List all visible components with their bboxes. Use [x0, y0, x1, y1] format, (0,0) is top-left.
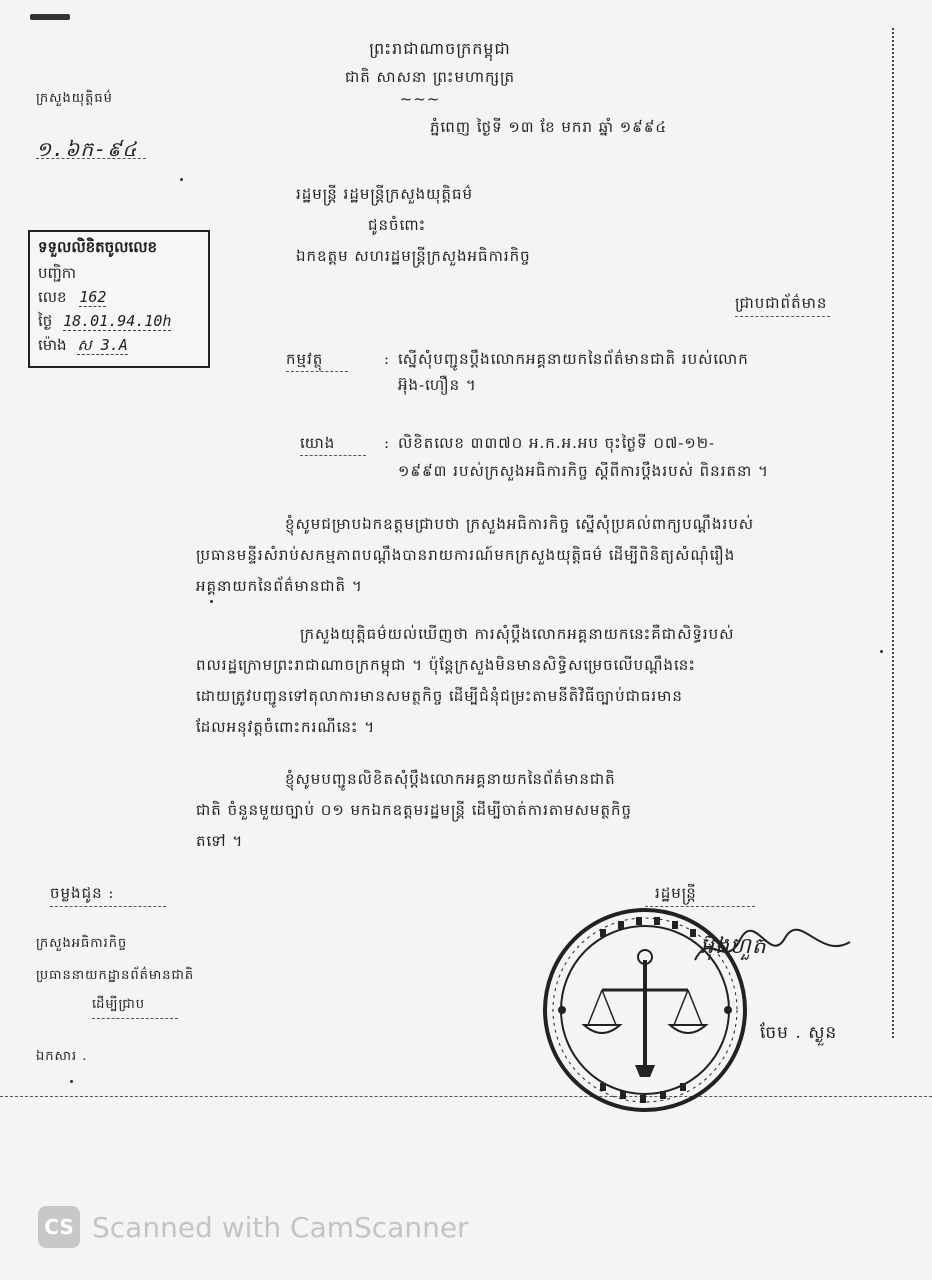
signature-title: រដ្ឋមន្ត្រី — [655, 884, 697, 902]
registry-date-value: 18.01.94.10h — [63, 312, 172, 330]
signature-strokes — [690, 920, 860, 980]
para2-line3: ដោយត្រូវបញ្ជូនទៅតុលាការមានសមត្ថកិច្ច ដើម្បីជំនុំជម្រះតាមនីតិវិធីច្បាប់ជាធរមាន — [196, 687, 683, 705]
registry-time-value: ស 3.A — [77, 336, 128, 354]
subject-text: ស្នើសុំបញ្ជូនប្តឹងលោកអគ្គនាយកនៃព័ត៌មានជាតិ របស់លោក — [398, 350, 749, 368]
reference-number: ១.៦ក-៩៤ — [36, 137, 138, 161]
para3-line3: តទៅ ។ — [196, 832, 244, 850]
para3-line2: ជាតិ ចំនួនមួយច្បាប់ ០១ មកឯកឧត្តមរដ្ឋមន្ត្រី ដើម្បីចាត់ការតាមសមត្ថកិច្ច — [196, 801, 633, 819]
registry-number-label: លេខ — [38, 288, 67, 306]
to-label: ជូនចំពោះ — [368, 216, 427, 234]
cc-line2: ប្រធាននាយកដ្ឋានព័ត៌មានជាតិ — [36, 968, 195, 983]
reference-underline — [300, 455, 366, 456]
para1-line3: អគ្គនាយកនៃព័ត៌មានជាតិ ។ — [196, 577, 363, 595]
registry-time-label: ម៉ោង — [38, 336, 67, 354]
registry-date-row — [38, 312, 171, 334]
bottom-scan-line — [0, 1096, 932, 1097]
reference-label: យោង — [300, 434, 336, 452]
registry-time-row — [38, 336, 128, 358]
reference-text: លិខិតលេខ ៣៣៧០ អ.ក.អ.អប ចុះថ្ងៃទី ០៧-១២- — [398, 434, 716, 452]
registry-number-row — [38, 288, 106, 310]
subject-label: កម្មវត្ថុ — [286, 350, 324, 368]
copy-underline — [735, 316, 830, 317]
registry-title: ទទួលលិខិតចូលលេខ — [38, 238, 158, 256]
registry-number-value: 162 — [79, 288, 107, 306]
camscanner-logo: CS — [38, 1206, 80, 1248]
subject-text-cont: អ៊ុង-ហឿន ។ — [398, 376, 477, 394]
para1-line1: ខ្ញុំសូមជម្រាបឯកឧត្តមជ្រាបថា ក្រសួងអធិការកិច្ច ស្នើសុំប្រគល់ពាក្យបណ្តឹងរបស់ — [285, 515, 755, 533]
cc-line3-underline — [92, 1018, 178, 1019]
cc-label: ចម្លងជូន : — [50, 884, 115, 902]
speck — [70, 1080, 73, 1083]
registry-date-label: ថ្ងៃ — [38, 312, 53, 330]
camscanner-text: Scanned with CamScanner — [92, 1210, 469, 1244]
speck — [210, 600, 213, 603]
motto: ជាតិ សាសនា ព្រះមហាក្សត្រ — [344, 68, 516, 86]
para2-line1: ក្រសួងយុត្តិធម៌យល់ឃើញថា ការសុំប្តឹងលោកអគ្គនាយកនេះគឺជាសិទ្ធិរបស់ — [300, 625, 735, 643]
corner-smudge — [30, 14, 70, 20]
reference-text-cont: ១៩៩៣ របស់ក្រសួងអធិការកិច្ច ស្តីពីការប្តឹងរបស់ ពិនរតនា ។ — [398, 462, 769, 480]
subject-colon: : — [384, 350, 391, 368]
sender-title: រដ្ឋមន្ត្រី រដ្ឋមន្ត្រីក្រសួងយុត្តិធម៌ — [296, 185, 473, 203]
cc-underline — [50, 906, 166, 907]
speck — [880, 650, 883, 653]
para2-line4: ដែលអនុវត្តចំពោះករណីនេះ ។ — [196, 718, 376, 736]
para2-line2: ពលរដ្ឋក្រោមព្រះរាជាណាចក្រកម្ពុជា ។ ប៉ុន្តែក្រសួងមិនមានសិទ្ធិសម្រេចលើបណ្តឹងនេះ — [196, 656, 696, 674]
copy-label: ជ្រាបជាព័ត៌មាន — [735, 294, 828, 312]
registry-stamp-box — [28, 230, 210, 368]
camscanner-watermark — [38, 1206, 469, 1248]
motto-ornament: ~~~ — [399, 90, 441, 108]
registry-book-label: បញ្ជិកា — [38, 264, 77, 282]
kingdom-title: ព្រះរាជាណាចក្រកម្ពុជា — [369, 39, 511, 58]
addressee: ឯកឧត្តម សហរដ្ឋមន្ត្រីក្រសួងអធិការកិច្ច — [296, 247, 531, 265]
right-margin-line — [892, 28, 894, 1038]
date-line: ភ្នំពេញ ថ្ងៃទី ១៣ ខែ មករា ឆ្នាំ ១៩៩៤ — [430, 118, 668, 136]
reference-colon: : — [384, 434, 391, 452]
ref-underline — [36, 158, 146, 159]
cc-line3: ដើម្បីជ្រាប — [92, 997, 146, 1012]
speck — [180, 178, 183, 181]
signature-scribble: អ៊ុងហួត — [700, 934, 767, 959]
signatory-name: ចែម . ស្ងួន — [760, 1023, 838, 1043]
ministry-label: ក្រសួងយុត្តិធម៌ — [36, 91, 113, 106]
para3-line1: ខ្ញុំសូមបញ្ជូនលិខិតសុំប្តឹងលោកអគ្គនាយកនៃព័ត៌មានជាតិ — [285, 770, 616, 788]
para1-line2: ប្រធានមន្ទីរសំរាប់សកម្មភាពបណ្តឹងបានរាយការណ៍មកក្រសួងយុត្តិធម៌ ដើម្បីពិនិត្យសំណុំរឿង — [196, 546, 736, 564]
subject-underline — [286, 371, 348, 372]
cc-line1: ក្រសួងអធិការកិច្ច — [36, 936, 128, 951]
cc-line4: ឯកសារ . — [36, 1049, 88, 1064]
